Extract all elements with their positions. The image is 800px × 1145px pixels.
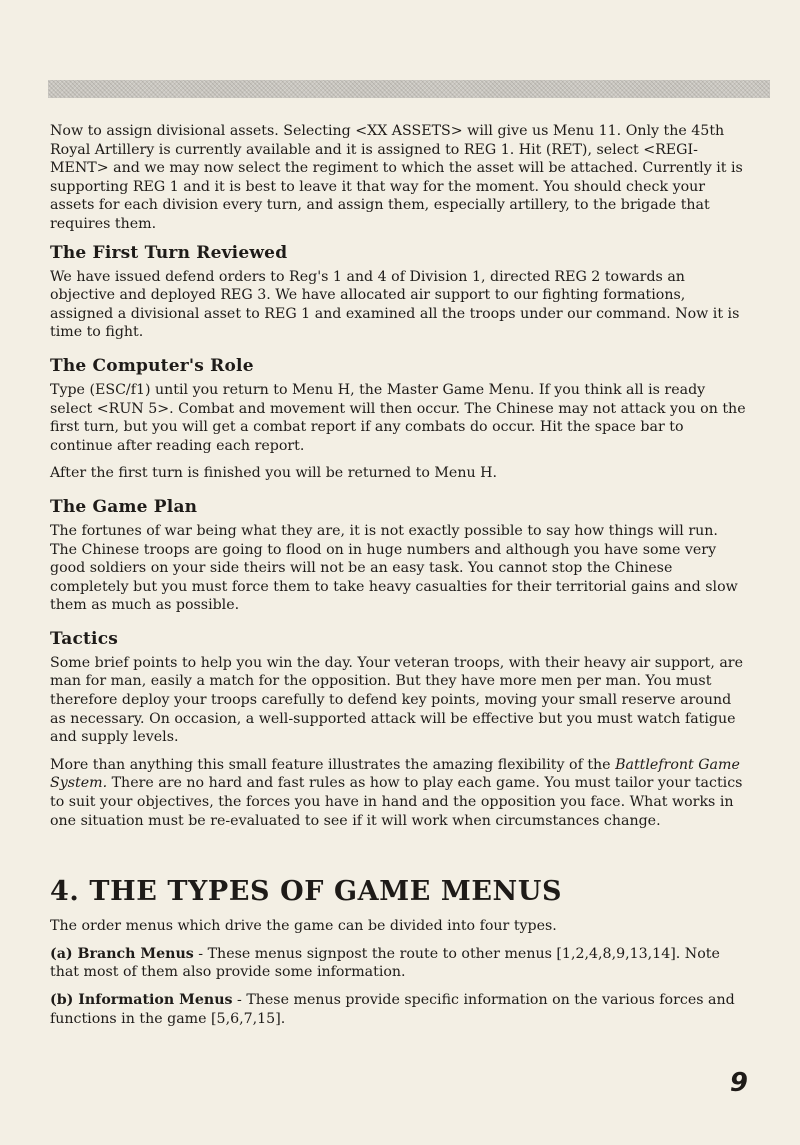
term-branch-menus: (a) Branch Menus [50, 945, 194, 962]
intro-paragraph: Now to assign divisional assets. Selecting <XX ASSETS> will give us Menu 11. Only the 45th Royal Artillery is currently available and it is assigned to REG 1. Hit (RET), select <REGI-MENT> and we may now select the regiment to which the asset will be attached. Currently it is supporting REG 1 and it is best to leave it that way for the moment. You should check your assets for each division every turn, and assign them, especially artillery, to the brigade that requires them. [50, 123, 743, 232]
tactics-text-b: There are no hard and fast rules as how to play each game. You must tailor your tactics to suit your objectives, the forces you have in hand and the opposition you face. What works in one situation must be re-evaluated to see if it will work when circumstances change. [50, 775, 743, 829]
paragraph-tactics-1: Some brief points to help you win the day. Your veteran troops, with their heavy air support, are man for man, easily a match for the opposition. But they have more men per man. You must therefore deploy your troops carefully to defend key points, moving your small reserve around as necessary. On occasion, a well-supported attack will be effective but you must watch fatigue and supply levels. [50, 654, 743, 746]
heading-game-plan: The Game Plan [50, 496, 198, 517]
desc-branch-menus: - These menus signpost the route to other menus [1,2,4,8,9,13,14]. Note that most of them also provide some information. [50, 945, 720, 981]
header-rule [48, 80, 770, 98]
page-body [50, 122, 746, 1037]
menu-type-branch [50, 945, 746, 982]
paragraph-tactics-2 [50, 756, 746, 830]
paragraph-computer-role-2: After the first turn is finished you will be returned to Menu H. [50, 465, 497, 482]
paragraph-first-turn: We have issued defend orders to Reg's 1 and 4 of Division 1, directed REG 2 towards an objective and deployed REG 3. We have allocated air support to our fighting formations, assigned a divisional asset to REG 1 and examined all the troops under our command. Now it is time to fight. [50, 268, 740, 341]
term-information-menus: (b) Information Menus [50, 992, 233, 1008]
paragraph-computer-role-1: Type (ESC/f1) until you return to Menu H, the Master Game Menu. If you think all is ready select <RUN 5>. Combat and movement will then occur. The Chinese may not attack you on the first turn, but you will get a combat report if any combats do occur. Hit the space bar to continue after reading each report. [50, 381, 746, 454]
chapter-intro: The order menus which drive the game can be divided into four types. [50, 918, 557, 935]
game-system-name: Battlefront Game System. [50, 756, 740, 792]
desc-information-menus: - These menus provide specific information on the various forces and functions in the game [5,6,7,15]. [50, 992, 735, 1027]
page-number: 9 [729, 1068, 748, 1098]
heading-first-turn: The First Turn Reviewed [50, 242, 288, 263]
heading-tactics: Tactics [50, 628, 119, 649]
chapter-title: 4. THE TYPES OF GAME MENUS [50, 876, 563, 908]
paragraph-game-plan: The fortunes of war being what they are, it is not exactly possible to say how things will run. The Chinese troops are going to flood on in huge numbers and although you have some very good soldiers on your side theirs will not be an easy task. You cannot stop the Chinese completely but you must force them to take heavy casualties for their territorial gains and slow them as much as possible. [50, 522, 738, 614]
heading-computer-role: The Computer's Role [50, 355, 254, 376]
tactics-text-a: More than anything this small feature illustrates the amazing flexibility of the [50, 756, 616, 773]
menu-type-information [50, 991, 746, 1028]
